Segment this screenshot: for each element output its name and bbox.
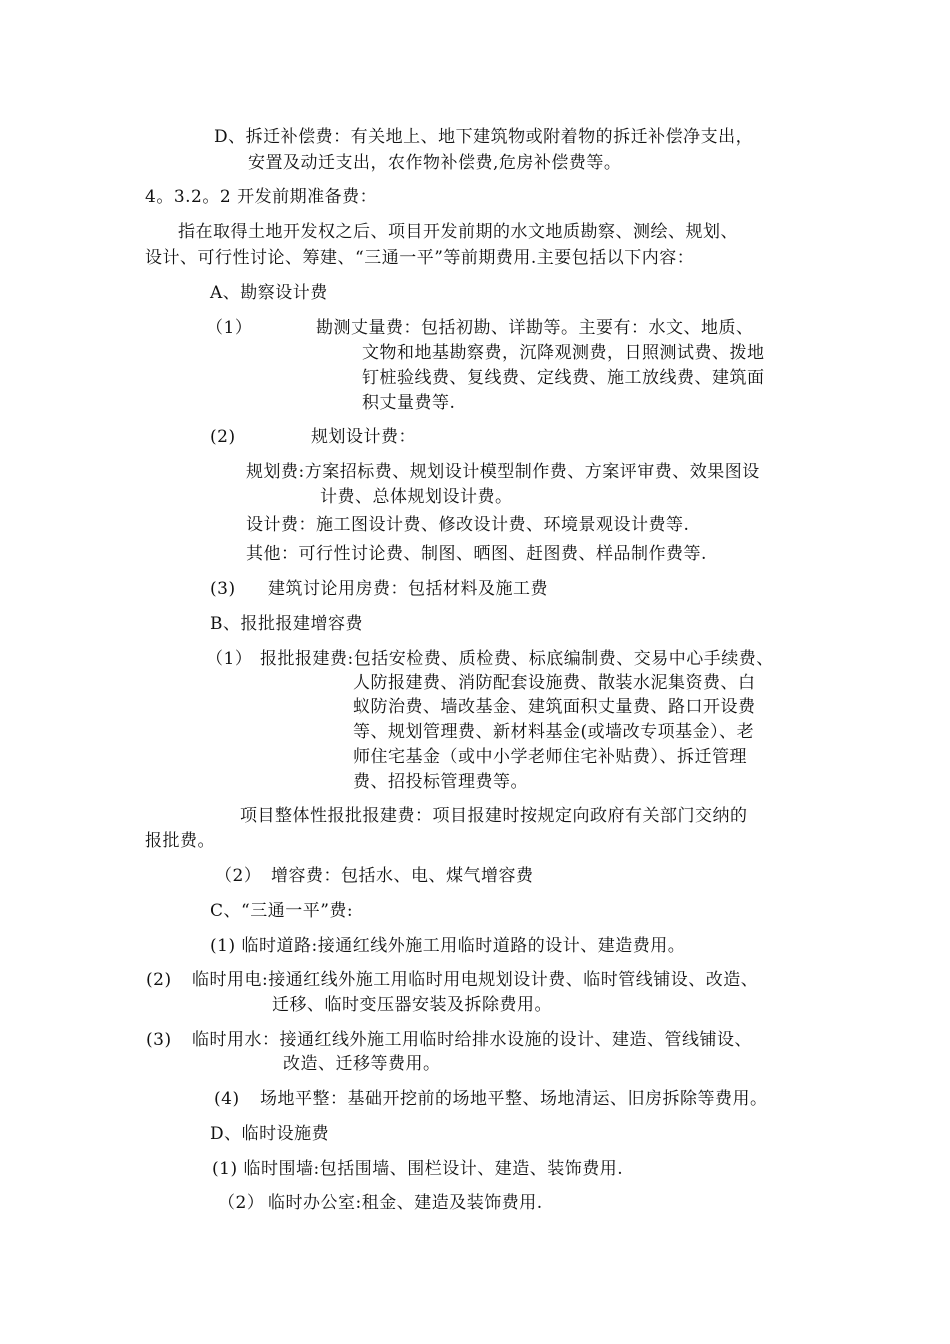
text-line: D、拆迁补偿费：有关地上、地下建筑物或附着物的拆迁补偿净支出， — [214, 127, 754, 147]
text-line: 增容费：包括水、电、煤气增容费 — [271, 866, 534, 886]
text-line: 场地平整：基础开挖前的场地平整、场地清运、旧房拆除等费用。 — [260, 1089, 768, 1109]
text-line: 项目整体性报批报建费：项目报建时按规定向政府有关部门交纳的 — [240, 806, 748, 826]
text-line: 设计、可行性讨论、筹建、“三通一平”等前期费用.主要包括以下内容： — [145, 248, 695, 268]
list-number: (2) — [146, 970, 172, 990]
list-number: （1） — [206, 318, 253, 338]
text-line: 勘测丈量费：包括初勘、详勘等。主要有：水文、地质、 — [316, 318, 754, 338]
text-line: 报批报建费:包括安检费、质检费、标底编制费、交易中心手续费、 — [260, 649, 774, 669]
list-number: (3) — [146, 1030, 172, 1050]
text-line: 蚁防治费、墙改基金、建筑面积丈量费、路口开设费 — [353, 697, 756, 717]
list-number: （1） — [206, 649, 253, 669]
text-line: 临时用电:接通红线外施工用临时用电规划设计费、临时管线铺设、改造、 — [192, 970, 759, 990]
text-line: (1) 临时道路:接通红线外施工用临时道路的设计、建造费用。 — [210, 936, 686, 956]
subsection-heading: A、勘察设计费 — [210, 283, 328, 303]
text-line: 迁移、临时变压器安装及拆除费用。 — [272, 995, 552, 1015]
text-line: 计费、总体规划设计费。 — [320, 487, 513, 507]
list-number: （2） — [218, 1193, 265, 1213]
text-line: 临时办公室:租金、建造及装饰费用. — [268, 1193, 543, 1213]
text-line: 其他：可行性讨论费、制图、晒图、赶图费、样品制作费等. — [246, 544, 707, 564]
text-line: 等、规划管理费、新材料基金(或墙改专项基金）、老 — [353, 722, 755, 742]
text-line: 报批费。 — [145, 831, 215, 851]
text-line: (1) 临时围墙:包括围墙、围栏设计、建造、装饰费用. — [212, 1159, 624, 1179]
text-line: 钉桩验线费、复线费、定线费、施工放线费、建筑面 — [362, 368, 765, 388]
text-line: 临时用水：接通红线外施工用临时给排水设施的设计、建造、管线铺设、 — [192, 1030, 752, 1050]
text-line: 人防报建费、消防配套设施费、散装水泥集资费、白 — [353, 673, 756, 693]
subsection-heading: B、报批报建增容费 — [210, 614, 363, 634]
text-line: 费、招投标管理费等。 — [353, 772, 528, 792]
text-line: 建筑讨论用房费：包括材料及施工费 — [268, 579, 548, 599]
list-number: (4) — [214, 1089, 240, 1109]
list-number: (2) — [210, 427, 236, 447]
subsection-heading: D、临时设施费 — [210, 1124, 330, 1144]
list-number: (3) — [210, 579, 236, 599]
text-line: 设计费：施工图设计费、修改设计费、环境景观设计费等. — [246, 515, 690, 535]
text-line: 规划设计费： — [311, 427, 416, 447]
section-heading: 4。3.2。2 开发前期准备费： — [145, 187, 378, 207]
subsection-heading: C、“三通一平”费: — [210, 901, 354, 921]
text-line: 规划费:方案招标费、规划设计模型制作费、方案评审费、效果图设 — [246, 462, 760, 482]
text-line: 师住宅基金（或中小学老师住宅补贴费）、拆迁管理 — [353, 747, 747, 767]
text-line: 改造、迁移等费用。 — [283, 1054, 441, 1074]
text-line: 积丈量费等. — [362, 393, 456, 413]
text-line: 安置及动迁支出，农作物补偿费,危房补偿费等。 — [248, 153, 622, 173]
text-line: 指在取得土地开发权之后、项目开发前期的水文地质勘察、测绘、规划、 — [178, 222, 738, 242]
list-number: （2） — [215, 866, 262, 886]
text-line: 文物和地基勘察费，沉降观测费，日照测试费、拨地 — [362, 343, 765, 363]
